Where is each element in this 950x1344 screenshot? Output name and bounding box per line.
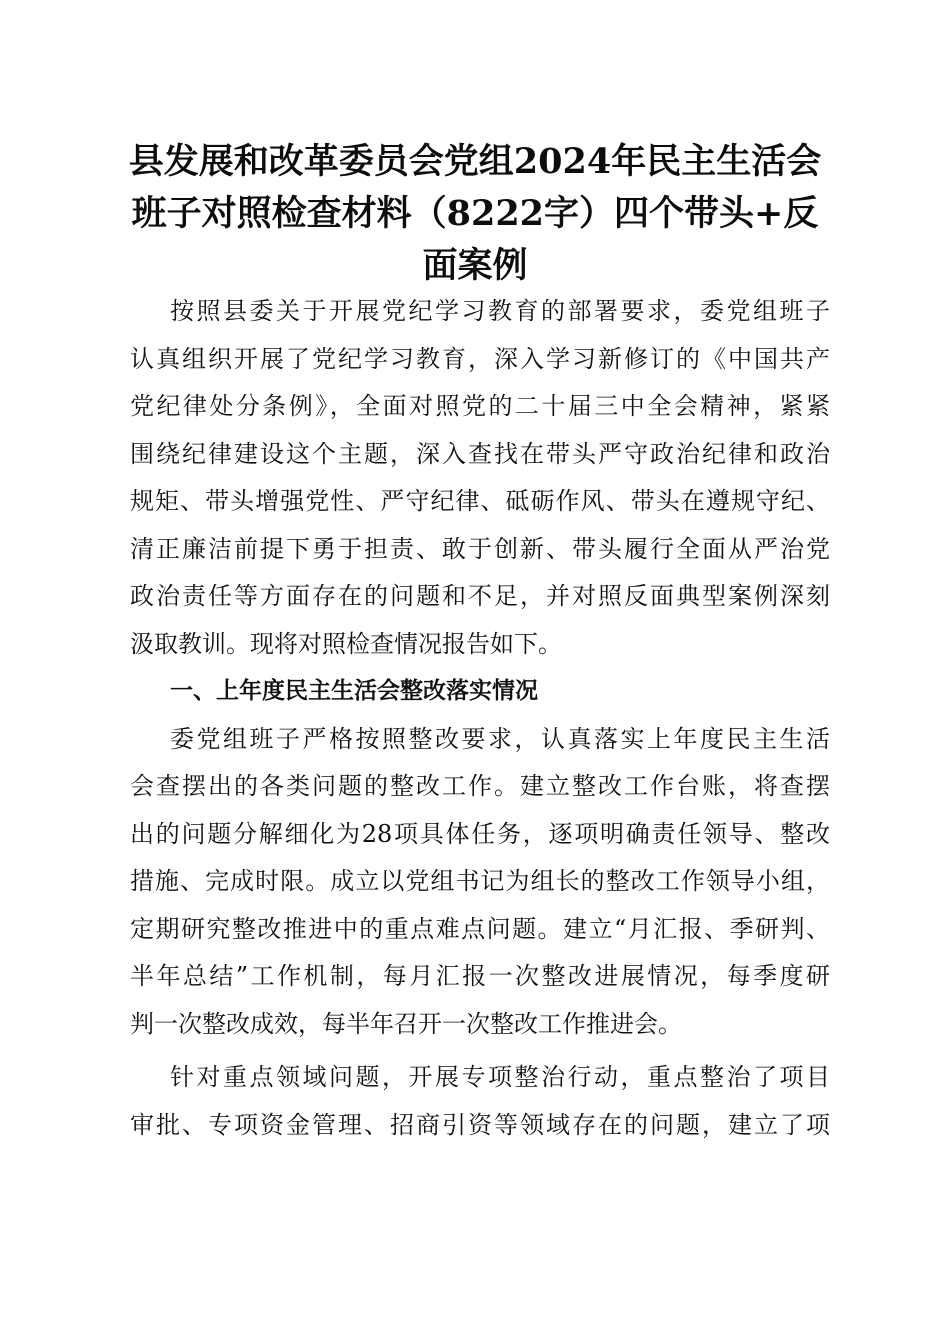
section-paragraph	[130, 1054, 830, 1149]
text-line: 政治责任等方面存在的问题和不足，并对照反面典型案例深刻	[130, 582, 830, 610]
text-line: 清正廉洁前提下勇于担责、敢于创新、带头履行全面从严治党	[130, 534, 830, 563]
text-line: 委党组班子严格按照整改要求，认真落实上年度民主生活	[170, 724, 830, 753]
title-line: 面案例	[422, 245, 528, 286]
text-line: 半年总结”工作机制，每月汇报一次整改进展情况，每季度研	[130, 962, 830, 990]
text-line: 判一次整改成效，每半年召开一次整改工作推进会。	[130, 1009, 682, 1038]
section-paragraph	[130, 716, 830, 1049]
text-line: 规矩、带头增强党性、严守纪律、砥砺作风、带头在遵规守纪、	[130, 487, 830, 515]
text-line: 针对重点领域问题，开展专项整治行动，重点整治了项目	[170, 1063, 830, 1091]
title-line: 班子对照检查材料（8222字）四个带头+反	[131, 193, 819, 234]
text-line: 按照县委关于开展党纪学习教育的部署要求，委党组班子	[170, 297, 830, 325]
text-line: 认真组织开展了党纪学习教育，深入学习新修订的《中国共产	[130, 344, 830, 373]
text-line: 围绕纪律建设这个主题，深入查找在带头严守政治纪律和政治	[130, 439, 830, 468]
document-body	[130, 288, 830, 1149]
intro-paragraph	[130, 288, 830, 668]
document-title	[110, 136, 840, 292]
text-line: 定期研究整改推进中的重点难点问题。建立“月汇报、季研判、	[130, 914, 830, 943]
title-line: 县发展和改革委员会党组2024年民主生活会	[128, 141, 822, 182]
section-heading: 一、上年度民主生活会整改落实情况	[170, 678, 538, 704]
text-line: 措施、完成时限。成立以党组书记为组长的整改工作领导小组，	[130, 867, 830, 895]
text-line: 党纪律处分条例》，全面对照党的二十届三中全会精神，紧紧	[130, 392, 830, 420]
text-line: 会查摆出的各类问题的整改工作。建立整改工作台账，将查摆	[130, 772, 830, 800]
text-line: 审批、专项资金管理、招商引资等领域存在的问题，建立了项	[130, 1110, 830, 1139]
text-line: 出的问题分解细化为28项具体任务，逐项明确责任领导、整改	[130, 819, 830, 848]
text-line: 汲取教训。现将对照检查情况报告如下。	[130, 629, 562, 658]
